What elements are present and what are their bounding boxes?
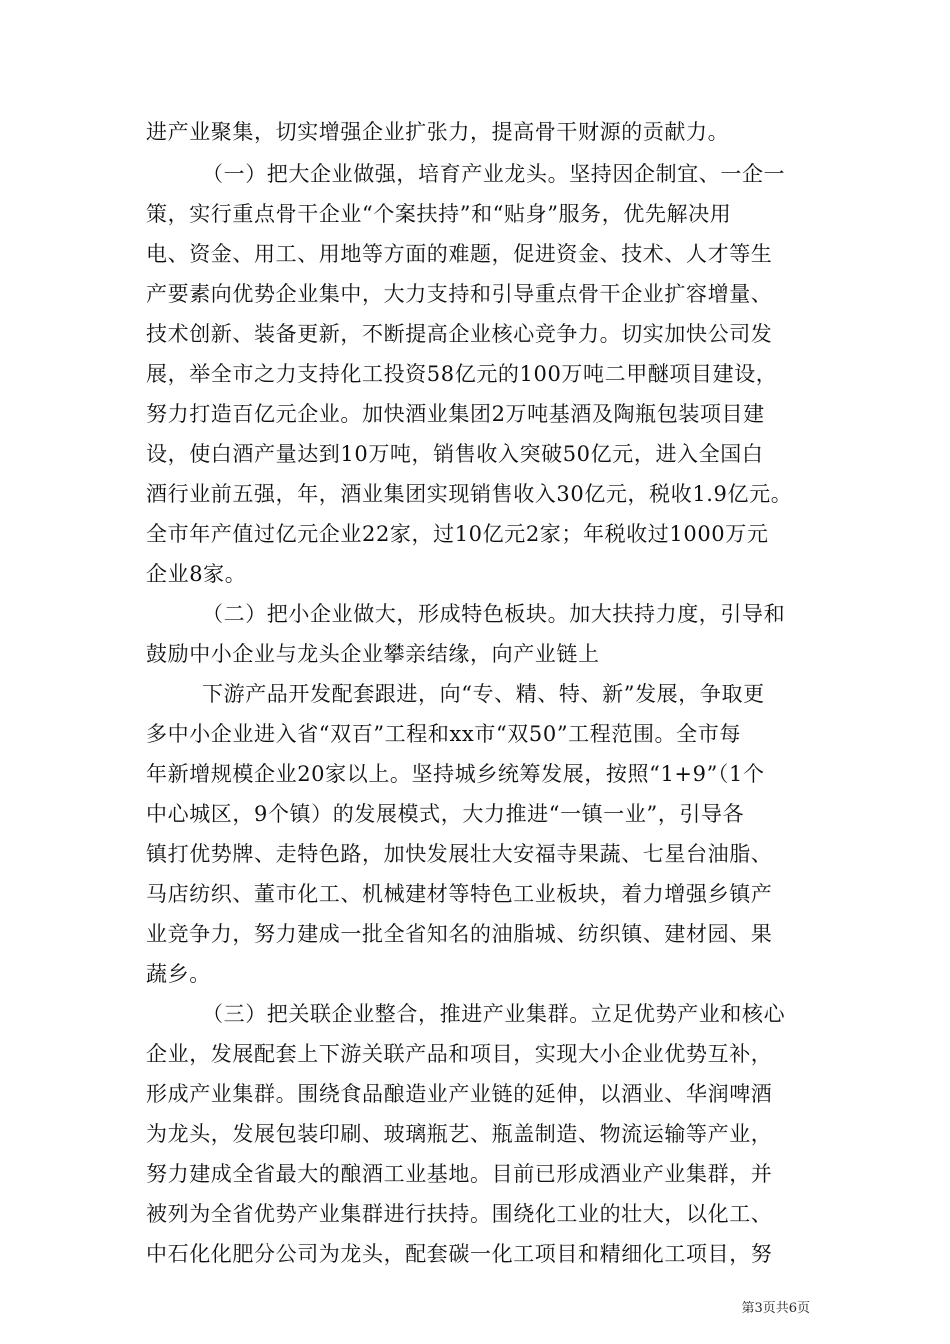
text-line: （三）把关联企业整合，推进产业集群。立足优势产业和核心: [202, 1002, 786, 1026]
text-line: 下游产品开发配套跟进，向“专、精、特、新”发展，争取更: [202, 682, 765, 706]
text-line: 电、资金、用工、用地等方面的难题，促进资金、技术、人才等生: [146, 242, 773, 266]
text-line: 努力建成全省最大的酿酒工业基地。目前已形成酒业产业集群，并: [146, 1162, 773, 1186]
text-line: 中心城区，9个镇）的发展模式，大力推进“一镇一业”，引导各: [146, 802, 745, 826]
text-line: 多中小企业进入省“双百”工程和xx市“双50”工程范围。全市每: [146, 722, 741, 746]
text-line: 设，使白酒产量达到10万吨，销售收入突破50亿元，进入全国白: [146, 442, 764, 466]
text-line: 进产业聚集，切实增强企业扩张力，提高骨干财源的贡献力。: [146, 120, 730, 144]
text-line: （一）把大企业做强，培育产业龙头。坚持因企制宜、一企一: [202, 162, 786, 186]
text-line: 产要素向优势企业集中，大力支持和引导重点骨干企业扩容增量、: [146, 282, 773, 306]
page-number: 第3页共6页: [741, 1301, 810, 1316]
text-line: 企业8家。: [146, 562, 247, 586]
text-line: 镇打优势牌、走特色路，加快发展壮大安福寺果蔬、七星台油脂、: [146, 842, 773, 866]
text-line: 中石化化肥分公司为龙头，配套碳一化工项目和精细化工项目，努: [146, 1242, 773, 1266]
text-line: 展，举全市之力支持化工投资58亿元的100万吨二甲醚项目建设，: [146, 362, 778, 386]
text-line: 被列为全省优势产业集群进行扶持。围绕化工业的壮大，以化工、: [146, 1202, 773, 1226]
text-line: 全市年产值过亿元企业22家，过10亿元2家；年税收过1000万元: [146, 522, 769, 546]
text-line: 酒行业前五强，年，酒业集团实现销售收入30亿元，税收1.9亿元。: [146, 482, 793, 506]
text-line: 企业，发展配套上下游关联产品和项目，实现大小企业优势互补，: [146, 1042, 773, 1066]
text-line: 形成产业集群。围绕食品酿造业产业链的延伸，以酒业、华润啤酒: [146, 1082, 773, 1106]
text-line: （二）把小企业做大，形成特色板块。加大扶持力度，引导和: [202, 602, 786, 626]
text-line: 技术创新、装备更新，不断提高企业核心竞争力。切实加快公司发: [146, 322, 773, 346]
text-line: 为龙头，发展包装印刷、玻璃瓶艺、瓶盖制造、物流运输等产业，: [146, 1122, 773, 1146]
text-line: 策，实行重点骨干企业“个案扶持”和“贴身”服务，优先解决用: [146, 202, 732, 226]
text-line: 努力打造百亿元企业。加快酒业集团2万吨基酒及陶瓶包装项目建: [146, 402, 765, 426]
text-line: 马店纺织、董市化工、机械建材等特色工业板块，着力增强乡镇产: [146, 882, 773, 906]
text-line: 鼓励中小企业与龙头企业攀亲结缘，向产业链上: [146, 642, 600, 666]
text-line: 蔬乡。: [146, 962, 211, 986]
text-line: 业竞争力，努力建成一批全省知名的油脂城、纺织镇、建材园、果: [146, 922, 773, 946]
text-line: 年新增规模企业20家以上。坚持城乡统筹发展，按照“1+9”（1个: [146, 762, 765, 786]
